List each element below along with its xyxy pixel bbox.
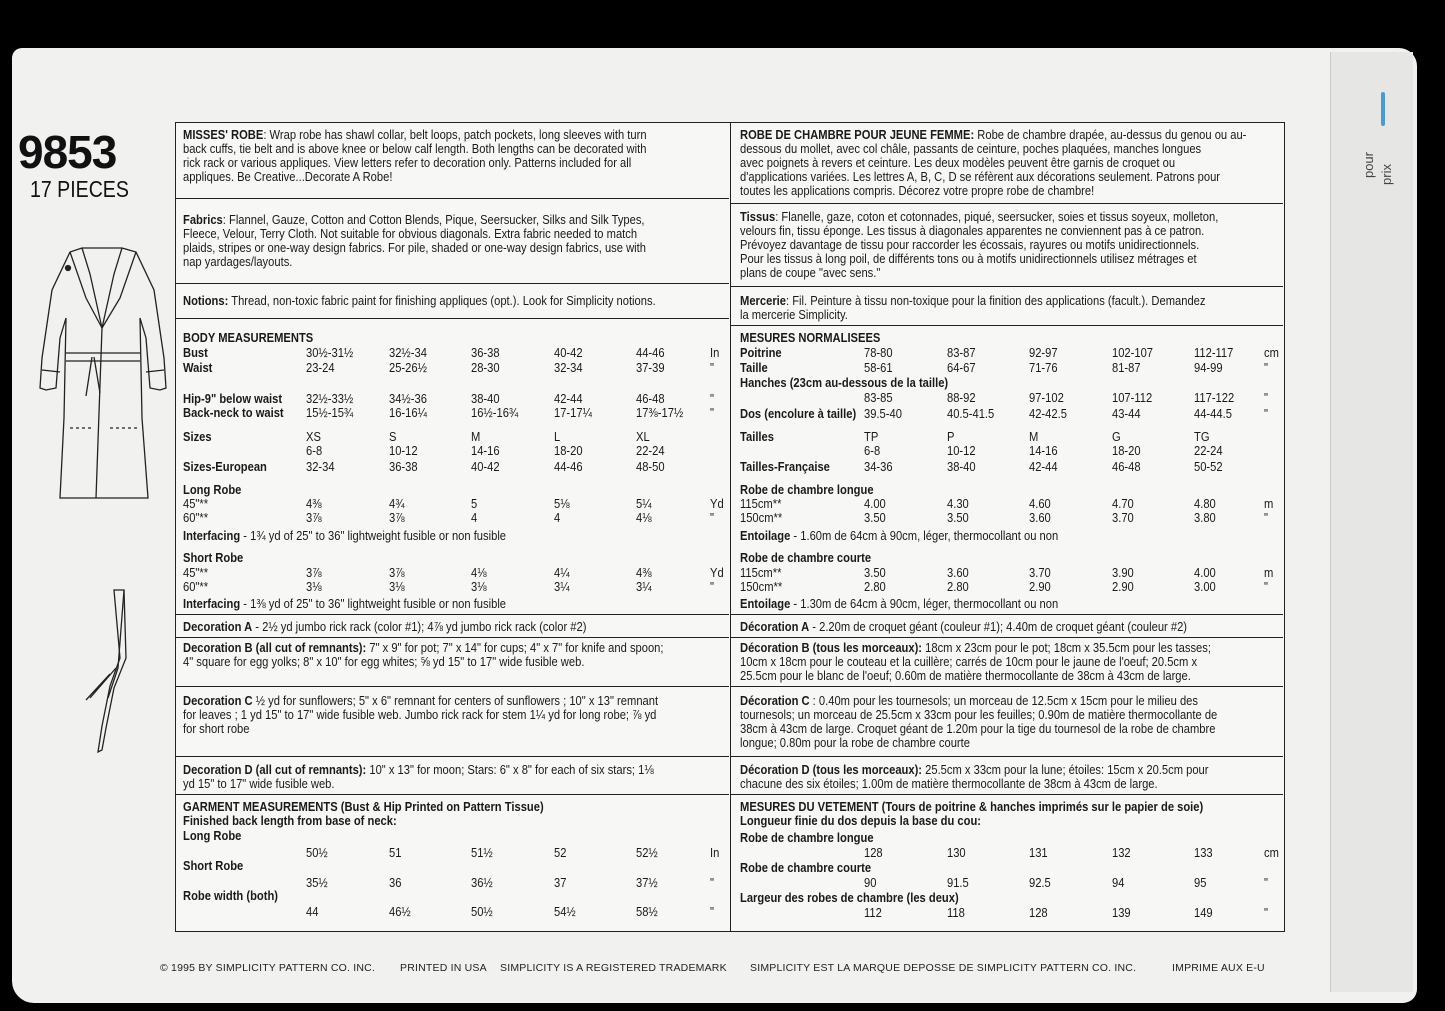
fr-tissus-title: Tissus bbox=[740, 209, 776, 224]
fr-garment-sub: Longueur finie du dos depuis la base du cou: bbox=[740, 813, 982, 828]
en-decoB-line1: 7" x 9" for pot; 7" x 14" for cups; 4" x 7" for knife and spoon; bbox=[366, 640, 664, 655]
en-garment-label: Short Robe bbox=[183, 858, 244, 873]
en-cell: 32-34 bbox=[554, 360, 583, 375]
divider bbox=[730, 286, 1283, 287]
fr-cell: 3.50 bbox=[864, 510, 886, 525]
en-cell: 4⅛ bbox=[471, 565, 487, 580]
fr-cell: 50-52 bbox=[1194, 459, 1223, 474]
fr-cell: 3.70 bbox=[1112, 510, 1134, 525]
en-cell: 4¼ bbox=[554, 565, 570, 580]
en-row-label: 60"** bbox=[183, 510, 209, 525]
fr-cell: 42-42.5 bbox=[1029, 406, 1067, 421]
en-garment-label: Robe width (both) bbox=[183, 888, 279, 903]
en-cell: 23-24 bbox=[306, 360, 335, 375]
en-cell: 4⅛ bbox=[636, 510, 652, 525]
pattern-pieces: 17 PIECES bbox=[30, 176, 129, 202]
fr-garment-unit: cm bbox=[1264, 845, 1279, 860]
fr-garment-unit: " bbox=[1264, 905, 1268, 920]
divider bbox=[730, 637, 1283, 638]
fr-garment-cell: 128 bbox=[1029, 905, 1048, 920]
en-cell: 32-34 bbox=[306, 459, 335, 474]
en-interfacing-short: - 1⅜ yd of 25" to 36" lightweight fusible or non fusible bbox=[240, 596, 507, 611]
en-row-label: Waist bbox=[183, 360, 213, 375]
en-cell: 15½-15¾ bbox=[306, 405, 354, 420]
fr-mercerie-line1: : Fil. Peinture à tissu non-toxique pour la finition des applications (facult.). Demandez bbox=[785, 293, 1206, 308]
fr-cell: 38-40 bbox=[947, 459, 976, 474]
fr-decoB-line2: 10cm x 18cm pour le couteau et la cuillère; carrés de 10cm pour le jaune de l'oeuf; 20.5cm x bbox=[740, 654, 1198, 669]
en-cell: 3⅛ bbox=[471, 579, 487, 594]
fr-cell: 46-48 bbox=[1112, 459, 1141, 474]
fr-garment-cell: 133 bbox=[1194, 845, 1213, 860]
en-garment-cell: 44 bbox=[306, 904, 319, 919]
divider bbox=[730, 325, 1283, 326]
fr-cell: 4.00 bbox=[864, 496, 886, 511]
fr-row-label: Tailles-Française bbox=[740, 459, 830, 474]
fr-tissus-line1: : Flanelle, gaze, coton et cotonnades, piqué, seersucker, soies et tissus soyeux, molleton, bbox=[775, 209, 1219, 224]
fr-cell: 2.90 bbox=[1112, 579, 1134, 594]
fr-decoC-line4: longue; 0.80m pour la robe de chambre courte bbox=[740, 735, 970, 750]
fr-decoC-line3: 38cm à 43cm de large. Croquet géant de 1.20m pour la tige du tournesol de la robe de chambre bbox=[740, 721, 1216, 736]
fr-cell: 4.80 bbox=[1194, 496, 1216, 511]
fr-cell: 83-85 bbox=[864, 390, 893, 405]
fr-garment-cell: 130 bbox=[947, 845, 966, 860]
en-unit: " bbox=[710, 360, 714, 375]
fr-cell: 39.5-40 bbox=[864, 406, 902, 421]
en-cell: 48-50 bbox=[636, 459, 665, 474]
divider bbox=[175, 614, 729, 615]
en-fabrics-line3: plaids, stripes or one-way design fabrics. For pile, shaded or one-way design fabrics, use with bbox=[183, 240, 646, 255]
en-garment-unit: " bbox=[710, 875, 714, 890]
en-row-label: Back-neck to waist bbox=[183, 405, 284, 420]
en-fabrics-line1: : Flannel, Gauze, Cotton and Cotton Blends, Pique, Seersucker, Silks and Silk Types, bbox=[222, 212, 645, 227]
fr-cell: M bbox=[1029, 429, 1039, 444]
fr-cell: 3.70 bbox=[1029, 565, 1051, 580]
en-cell: 30½-31½ bbox=[306, 345, 354, 360]
fr-cell: 58-61 bbox=[864, 360, 893, 375]
en-garment-cell: 37 bbox=[554, 875, 567, 890]
fr-garment-label: Largeur des robes de chambre (les deux) bbox=[740, 890, 959, 905]
en-garment-cell: 36 bbox=[389, 875, 402, 890]
fr-cell: 83-87 bbox=[947, 345, 976, 360]
footer-copyright: © 1995 BY SIMPLICITY PATTERN CO. INC. bbox=[160, 962, 376, 974]
en-unit: " bbox=[710, 510, 714, 525]
fr-garment-unit: " bbox=[1264, 875, 1268, 890]
fr-cell: 3.50 bbox=[947, 510, 969, 525]
en-cell: 18-20 bbox=[554, 443, 583, 458]
flap-text-prix: prix bbox=[1379, 164, 1394, 185]
fr-garment-cell: 91.5 bbox=[947, 875, 969, 890]
fr-garment-cell: 112 bbox=[864, 905, 882, 920]
en-cell: 4⅜ bbox=[306, 496, 322, 511]
en-cell: 38-40 bbox=[471, 391, 500, 406]
fr-cell: 107-112 bbox=[1112, 390, 1153, 405]
fr-row-label: Tailles bbox=[740, 429, 774, 444]
fr-cell: 117-122 bbox=[1194, 390, 1235, 405]
en-cell: S bbox=[389, 429, 397, 444]
fr-decoD-title: Décoration D (tous les morceaux): bbox=[740, 762, 923, 777]
en-cell: 34½-36 bbox=[389, 391, 427, 406]
fr-cell: 78-80 bbox=[864, 345, 893, 360]
fr-cell: 44-44.5 bbox=[1194, 406, 1232, 421]
fr-garment-cell: 92.5 bbox=[1029, 875, 1051, 890]
fr-unit: " bbox=[1264, 360, 1268, 375]
en-cell: M bbox=[471, 429, 481, 444]
blue-mark bbox=[1381, 92, 1385, 126]
en-garment-cell: 54½ bbox=[554, 904, 576, 919]
en-cell: 4¾ bbox=[389, 496, 405, 511]
en-unit: " bbox=[710, 579, 714, 594]
fr-garment-cell: 149 bbox=[1194, 905, 1213, 920]
en-decoC-line3: for short robe bbox=[183, 721, 250, 736]
en-fabrics-line4: nap yardages/layouts. bbox=[183, 254, 293, 269]
en-interfacing-label: Interfacing bbox=[183, 528, 241, 543]
fr-cell: 6-8 bbox=[864, 443, 881, 458]
fr-cell: 102-107 bbox=[1112, 345, 1154, 360]
fr-row-label: 150cm** bbox=[740, 510, 783, 525]
fr-decoD-line1: 25.5cm x 33cm pour la lune; étoiles: 15cm x 20.5cm pour bbox=[922, 762, 1209, 777]
en-intro-line4: appliques. Be Creative...Decorate A Robe! bbox=[183, 169, 393, 184]
fr-cell: 2.80 bbox=[947, 579, 969, 594]
fr-cell: 43-44 bbox=[1112, 406, 1141, 421]
fr-cell: 2.90 bbox=[1029, 579, 1051, 594]
footer-marque: SIMPLICITY EST LA MARQUE DEPOSSE DE SIMPLICITY PATTERN CO. INC. bbox=[750, 962, 1137, 974]
fr-intro-line5: toutes les applications compris. Décorez votre propre robe de chambre! bbox=[740, 183, 1095, 198]
divider bbox=[175, 318, 729, 319]
en-row-label: 45"** bbox=[183, 565, 209, 580]
fr-intro-line2: dessous du mollet, avec col châle, passants de ceinture, poches plaquées, manches longues bbox=[740, 141, 1202, 156]
footer-printed: PRINTED IN USA bbox=[400, 962, 487, 974]
fr-cell: 4.70 bbox=[1112, 496, 1134, 511]
en-cell: 3⅞ bbox=[306, 510, 322, 525]
en-cell: 42-44 bbox=[554, 391, 583, 406]
en-garment-cell: 51 bbox=[389, 845, 402, 860]
fr-garment-cell: 118 bbox=[947, 905, 965, 920]
fr-decoB-line1: 18cm x 23cm pour le pot; 18cm x 35.5cm pour les tasses; bbox=[922, 640, 1211, 655]
fr-row-label: Robe de chambre courte bbox=[740, 550, 872, 565]
fr-cell: G bbox=[1112, 429, 1121, 444]
fr-intro-line1: Robe de chambre drapée, au-dessus du genou ou au- bbox=[974, 127, 1247, 142]
en-cell: 4 bbox=[554, 510, 561, 525]
en-garment-cell: 58½ bbox=[636, 904, 658, 919]
en-row-label: Long Robe bbox=[183, 482, 242, 497]
fr-unit: m bbox=[1264, 496, 1274, 511]
en-cell: 46-48 bbox=[636, 391, 665, 406]
fr-cell: 22-24 bbox=[1194, 443, 1223, 458]
en-cell: XL bbox=[636, 429, 650, 444]
divider bbox=[175, 198, 729, 199]
robe-illustration bbox=[30, 228, 170, 768]
en-unit: Yd bbox=[710, 565, 724, 580]
en-cell: 16½-16¾ bbox=[471, 405, 519, 420]
en-garment-cell: 50½ bbox=[306, 845, 328, 860]
fr-intro-title: ROBE DE CHAMBRE POUR JEUNE FEMME: bbox=[740, 127, 975, 142]
en-garment-cell: 35½ bbox=[306, 875, 328, 890]
fr-entoilage-label-short: Entoilage bbox=[740, 596, 791, 611]
en-row-label: Bust bbox=[183, 345, 208, 360]
en-cell: 5 bbox=[471, 496, 478, 511]
fr-row-label: 115cm** bbox=[740, 565, 782, 580]
fr-cell: 92-97 bbox=[1029, 345, 1058, 360]
divider bbox=[730, 203, 1283, 204]
en-cell: 36-38 bbox=[471, 345, 500, 360]
en-row-label: 60"** bbox=[183, 579, 209, 594]
fr-cell: 64-67 bbox=[947, 360, 976, 375]
en-decoA-text: - 2½ yd jumbo rick rack (color #1); 4⅞ yd jumbo rick rack (color #2) bbox=[252, 619, 587, 634]
fr-cell: 3.90 bbox=[1112, 565, 1134, 580]
divider bbox=[730, 794, 1283, 795]
en-intro-title: MISSES' ROBE bbox=[183, 127, 264, 142]
fr-cell: P bbox=[947, 429, 955, 444]
en-decoD-line2: yd 15" to 17" wide fusible web. bbox=[183, 776, 335, 791]
fr-decoD-line2: chacune des six étoiles; 1.00m de matière thermocollante de 38cm à 43cm de large. bbox=[740, 776, 1158, 791]
divider bbox=[175, 686, 729, 687]
pattern-number: 9853 bbox=[18, 126, 117, 178]
fr-decoC-line2: tournesols; un morceau de 25.5cm x 33cm pour les feuilles; 0.90m de matière thermocollante de bbox=[740, 707, 1218, 722]
en-garment-cell: 50½ bbox=[471, 904, 493, 919]
fr-garment-title: MESURES DU VETEMENT (Tours de poitrine & hanches imprimés sur le papier de soie) bbox=[740, 799, 1204, 814]
fr-row-label: Taille bbox=[740, 360, 768, 375]
en-body-title: BODY MEASUREMENTS bbox=[183, 330, 314, 345]
fr-row-label: Dos (encolure à taille) bbox=[740, 406, 857, 421]
fr-entoilage-long: - 1.60m de 64cm à 90cm, léger, thermocollant ou non bbox=[790, 528, 1059, 543]
en-decoC-line2: for leaves ; 1 yd 15" to 17" wide fusible web. Jumbo rick rack for stem 1¼ yd for long robe; ⅞ yd bbox=[183, 707, 657, 722]
en-garment-cell: 52 bbox=[554, 845, 567, 860]
envelope-flap bbox=[1330, 52, 1413, 992]
fr-cell: 97-102 bbox=[1029, 390, 1064, 405]
fr-decoC-line1: : 0.40m pour les tournesols; un morceau de 12.5cm x 15cm pour le milieu des bbox=[809, 693, 1198, 708]
en-garment-cell: 52½ bbox=[636, 845, 658, 860]
en-cell: 40-42 bbox=[471, 459, 500, 474]
en-intro-line1: : Wrap robe has shawl collar, belt loops, patch pockets, long sleeves with turn bbox=[263, 127, 647, 142]
en-row-label: Short Robe bbox=[183, 550, 244, 565]
en-notions-text: Thread, non-toxic fabric paint for finishing appliques (opt.). Look for Simplicity notions. bbox=[228, 293, 656, 308]
fr-decoA-text: - 2.20m de croquet géant (couleur #1); 4.40m de croquet géant (couleur #2) bbox=[809, 619, 1188, 634]
en-decoD-title: Decoration D (all cut of remnants): bbox=[183, 762, 367, 777]
en-garment-cell: 37½ bbox=[636, 875, 658, 890]
en-intro-line2: back cuffs, tie belt and is above knee or below calf length. Both lengths can be decorated with bbox=[183, 141, 647, 156]
fr-unit: m bbox=[1264, 565, 1274, 580]
en-cell: XS bbox=[306, 429, 321, 444]
en-cell: 36-38 bbox=[389, 459, 418, 474]
en-cell: 17⅜-17½ bbox=[636, 405, 684, 420]
en-decoC-title: Decoration C bbox=[183, 693, 253, 708]
en-cell: 44-46 bbox=[554, 459, 583, 474]
en-unit: Yd bbox=[710, 496, 724, 511]
fr-decoC-title: Décoration C bbox=[740, 693, 810, 708]
fr-unit: " bbox=[1264, 579, 1268, 594]
en-garment-cell: 36½ bbox=[471, 875, 493, 890]
fr-cell: 3.60 bbox=[1029, 510, 1051, 525]
fr-cell: 40.5-41.5 bbox=[947, 406, 995, 421]
fr-garment-cell: 139 bbox=[1112, 905, 1131, 920]
en-cell: 4 bbox=[471, 510, 478, 525]
en-row-label: Hip-9" below waist bbox=[183, 391, 283, 406]
divider bbox=[730, 756, 1283, 757]
divider bbox=[175, 283, 729, 284]
fr-cell: 4.60 bbox=[1029, 496, 1051, 511]
en-cell: 16-16¼ bbox=[389, 405, 427, 420]
fr-cell: 81-87 bbox=[1112, 360, 1141, 375]
en-cell: 5¼ bbox=[636, 496, 652, 511]
en-cell: 40-42 bbox=[554, 345, 583, 360]
fr-decoB-title: Décoration B (tous les morceaux): bbox=[740, 640, 923, 655]
en-cell: 25-26½ bbox=[389, 360, 427, 375]
fr-garment-cell: 132 bbox=[1112, 845, 1131, 860]
en-unit: " bbox=[710, 391, 714, 406]
fr-garment-cell: 128 bbox=[864, 845, 883, 860]
en-decoB-line2: 4" square for egg yolks; 8" x 10" for egg whites; ⅝ yd 15" to 17" wide fusible web. bbox=[183, 654, 585, 669]
flap-text-pour: pour bbox=[1361, 152, 1376, 179]
en-cell: 3¼ bbox=[636, 579, 652, 594]
fr-cell: TP bbox=[864, 429, 879, 444]
fr-tissus-line3: Prévoyez davantage de tissu pour raccorder les écossais, rayures ou motifs unidirectionnels. bbox=[740, 237, 1200, 252]
fr-garment-label: Robe de chambre longue bbox=[740, 830, 874, 845]
fr-row-label: 115cm** bbox=[740, 496, 782, 511]
en-cell: 5⅛ bbox=[554, 496, 570, 511]
fr-decoA-title: Décoration A bbox=[740, 619, 810, 634]
en-cell: 22-24 bbox=[636, 443, 665, 458]
en-cell: 3⅛ bbox=[306, 579, 322, 594]
fr-entoilage-short: - 1.30m de 64cm à 90cm, léger, thermocollant ou non bbox=[790, 596, 1059, 611]
fr-tissus-line2: velours fin, tissu éponge. Les tissus à diagonales apparentes ne conviennent pas à ce patron. bbox=[740, 223, 1205, 238]
en-garment-cell: 51½ bbox=[471, 845, 493, 860]
fr-cell: TG bbox=[1194, 429, 1210, 444]
fr-cell: 4.00 bbox=[1194, 565, 1216, 580]
en-decoA-title: Decoration A bbox=[183, 619, 253, 634]
fr-cell: 71-76 bbox=[1029, 360, 1058, 375]
fr-cell: 14-16 bbox=[1029, 443, 1058, 458]
fr-cell: 2.80 bbox=[864, 579, 886, 594]
fr-tissus-line5: plans de coupe "avec sens." bbox=[740, 265, 881, 280]
divider bbox=[175, 637, 729, 638]
en-garment-unit: " bbox=[710, 904, 714, 919]
en-cell: 3⅛ bbox=[389, 579, 405, 594]
fr-cell: 18-20 bbox=[1112, 443, 1141, 458]
fr-cell: 10-12 bbox=[947, 443, 976, 458]
en-decoC-line1: ½ yd for sunflowers; 5" x 6" remnant for centers of sunflowers ; 10" x 13" remnant bbox=[252, 693, 659, 708]
footer-imprime: IMPRIME AUX E-U bbox=[1172, 962, 1265, 974]
en-garment-sub: Finished back length from base of neck: bbox=[183, 813, 397, 828]
fr-cell: 3.80 bbox=[1194, 510, 1216, 525]
fr-row-label: 150cm** bbox=[740, 579, 783, 594]
fr-garment-label: Robe de chambre courte bbox=[740, 860, 872, 875]
fr-unit: " bbox=[1264, 510, 1268, 525]
fr-garment-cell: 90 bbox=[864, 875, 877, 890]
fr-intro-line4: d'applications variées. Les lettres A, B, C, D se réfèrent aux décorations seulement. Patrons pour bbox=[740, 169, 1221, 184]
fr-mercerie-line2: la mercerie Simplicity. bbox=[740, 307, 848, 322]
fr-cell: 42-44 bbox=[1029, 459, 1058, 474]
footer-trademark: SIMPLICITY IS A REGISTERED TRADEMARK bbox=[500, 962, 727, 974]
en-cell: 3¼ bbox=[554, 579, 570, 594]
divider bbox=[175, 756, 729, 757]
divider bbox=[730, 614, 1283, 615]
en-interfacing-label-short: Interfacing bbox=[183, 596, 241, 611]
en-cell: 3⅞ bbox=[306, 565, 322, 580]
en-notions-title: Notions: bbox=[183, 293, 229, 308]
en-garment-title: GARMENT MEASUREMENTS (Bust & Hip Printed on Pattern Tissue) bbox=[183, 799, 544, 814]
en-row-label: 45"** bbox=[183, 496, 209, 511]
en-fabrics-line2: Fleece, Velour, Terry Cloth. Not suitable for obvious diagonals. Extra fabric needed to match bbox=[183, 226, 638, 241]
en-cell: 32½-34 bbox=[389, 345, 427, 360]
divider bbox=[175, 794, 729, 795]
fr-cell: 3.50 bbox=[864, 565, 886, 580]
fr-cell: 3.00 bbox=[1194, 579, 1216, 594]
en-cell: 37-39 bbox=[636, 360, 665, 375]
fr-row-label: Robe de chambre longue bbox=[740, 482, 874, 497]
en-cell: L bbox=[554, 429, 561, 444]
fr-garment-cell: 94 bbox=[1112, 875, 1125, 890]
fr-cell: 94-99 bbox=[1194, 360, 1223, 375]
fr-entoilage-label: Entoilage bbox=[740, 528, 791, 543]
en-cell: 3⅞ bbox=[389, 565, 405, 580]
fr-cell: 34-36 bbox=[864, 459, 893, 474]
fr-row-label: Poitrine bbox=[740, 345, 782, 360]
en-cell: 14-16 bbox=[471, 443, 500, 458]
fr-body-title: MESURES NORMALISEES bbox=[740, 330, 881, 345]
fr-unit: cm bbox=[1264, 345, 1279, 360]
en-intro-line3: rick rack or various appliques. View letters refer to decoration only. Patterns included for all bbox=[183, 155, 632, 170]
en-cell: 10-12 bbox=[389, 443, 418, 458]
en-cell: 6-8 bbox=[306, 443, 323, 458]
en-cell: 28-30 bbox=[471, 360, 500, 375]
en-cell: 17-17¼ bbox=[554, 405, 592, 420]
fr-garment-cell: 95 bbox=[1194, 875, 1207, 890]
fr-cell: 4.30 bbox=[947, 496, 969, 511]
en-interfacing-long: - 1¾ yd of 25" to 36" lightweight fusible or non fusible bbox=[240, 528, 507, 543]
en-garment-label: Long Robe bbox=[183, 828, 242, 843]
en-decoB-title: Decoration B (all cut of remnants): bbox=[183, 640, 367, 655]
fr-tissus-line4: Pour les tissus à long poil, de différents tons ou à motifs unidirectionnels utilisez métrages et bbox=[740, 251, 1197, 266]
en-unit: " bbox=[710, 405, 714, 420]
fr-cell: 3.60 bbox=[947, 565, 969, 580]
fr-decoB-line3: 25.5cm pour le blanc de l'oeuf; 0.60m de matière thermocollante de 38cm à 43cm de large. bbox=[740, 668, 1191, 683]
en-cell: 32½-33½ bbox=[306, 391, 354, 406]
divider bbox=[730, 686, 1283, 687]
en-decoD-line1: 10" x 13" for moon; Stars: 6" x 8" for each of six stars; 1⅛ bbox=[366, 762, 654, 777]
en-fabrics-title: Fabrics bbox=[183, 212, 223, 227]
en-garment-cell: 46½ bbox=[389, 904, 411, 919]
fr-unit: " bbox=[1264, 406, 1268, 421]
en-cell: 44-46 bbox=[636, 345, 665, 360]
fr-garment-cell: 131 bbox=[1029, 845, 1048, 860]
en-cell: 3⅞ bbox=[389, 510, 405, 525]
en-row-label: Sizes-European bbox=[183, 459, 267, 474]
en-row-label: Sizes bbox=[183, 429, 212, 444]
fr-cell: 88-92 bbox=[947, 390, 976, 405]
fr-mercerie-title: Mercerie bbox=[740, 293, 786, 308]
fr-intro-line3: avec poignets à revers et ceinture. Les deux modèles peuvent être garnis de croquet ou bbox=[740, 155, 1176, 170]
fr-unit: " bbox=[1264, 390, 1268, 405]
fr-row-label: Hanches (23cm au-dessous de la taille) bbox=[740, 375, 949, 390]
en-garment-unit: In bbox=[710, 845, 720, 860]
en-unit: In bbox=[710, 345, 720, 360]
en-cell: 4⅜ bbox=[636, 565, 652, 580]
fr-cell: 112-117 bbox=[1194, 345, 1234, 360]
